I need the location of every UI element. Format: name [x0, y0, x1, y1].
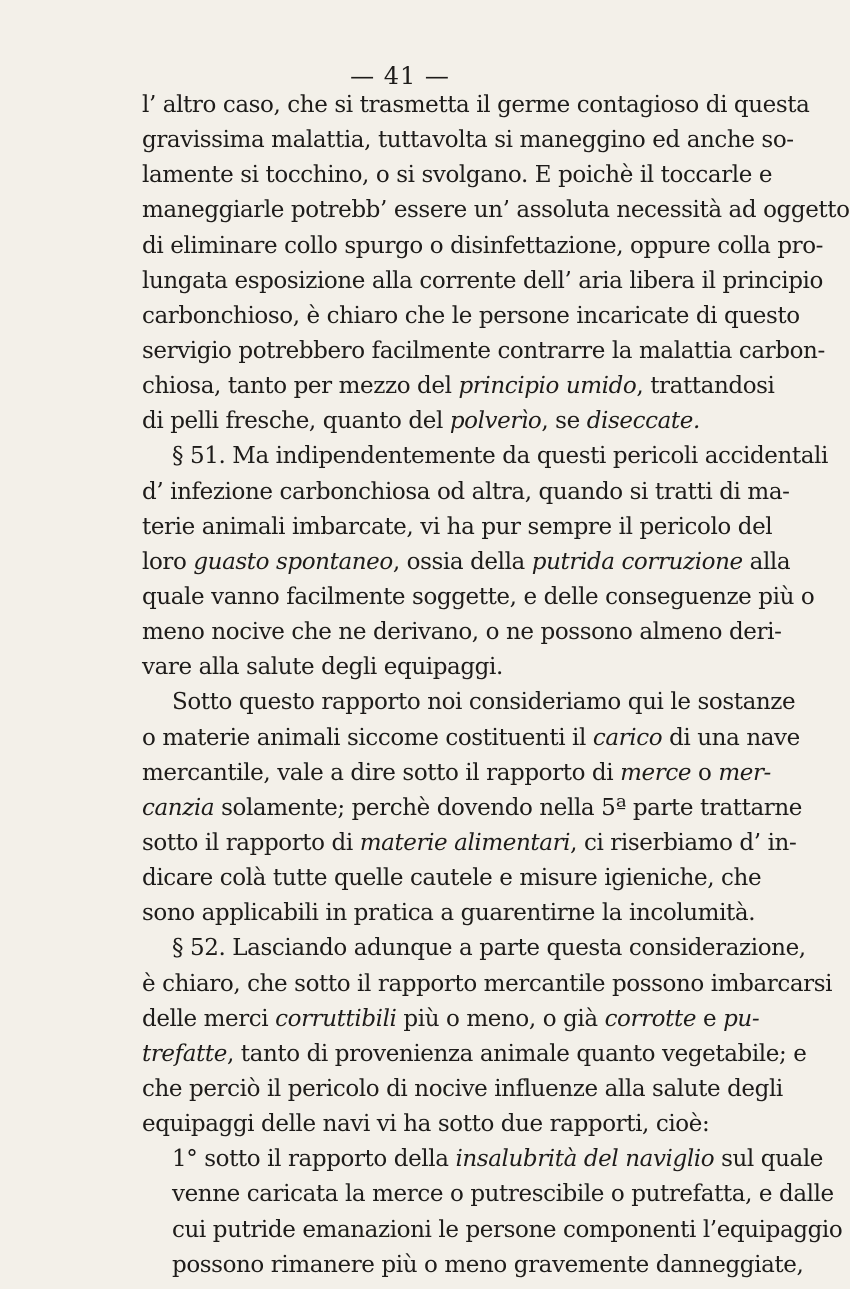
text-segment: di una nave [662, 724, 800, 751]
text-segment: cui putride emanazioni le persone componenti l’equipaggio [172, 1216, 843, 1243]
text-line [142, 334, 825, 369]
text-line [142, 931, 806, 966]
page-number: — 41 — [350, 62, 450, 90]
text-line [142, 896, 756, 931]
text-segment: è chiaro, che sotto il rapporto mercantile possono imbarcarsi [142, 970, 833, 997]
text-segment: terie animali imbarcate, vi ha pur sempre il pericolo del [142, 513, 773, 540]
text-line [142, 229, 824, 264]
text-segment: equipaggi delle navi vi ha sotto due rapporti, cioè: [142, 1111, 710, 1138]
text-line [142, 299, 800, 334]
text-segment: o materie animali siccome costituenti il [142, 724, 593, 751]
text-segment: loro [142, 548, 194, 575]
text-line [142, 369, 775, 404]
italic-segment: diseccate. [586, 408, 700, 435]
text-segment: meno nocive che ne derivano, o ne possono almeno deri- [142, 619, 782, 646]
text-line [142, 404, 732, 439]
italic-segment: guasto spontaneo [193, 548, 393, 575]
text-segment: e [696, 1005, 724, 1032]
text-segment: § 52. Lasciando adunque a parte questa considerazione, [172, 935, 806, 962]
text-segment: carbonchioso, è chiaro che le persone incaricate di questo [142, 302, 800, 329]
text-segment: sono applicabili in pratica a guarentirne la incolumità. [142, 900, 756, 927]
text-line [142, 1177, 834, 1212]
text-line [142, 685, 796, 720]
text-segment: dicare colà tutte quelle cautele e misure igieniche, che [142, 865, 762, 892]
text-line [142, 158, 773, 193]
italic-segment: canzia [142, 794, 215, 821]
text-line [142, 88, 810, 123]
text-segment: chiosa, tanto per mezzo del [142, 373, 459, 400]
text-line [142, 123, 794, 158]
text-line [142, 1248, 804, 1283]
text-line [142, 1213, 843, 1248]
text-line [142, 264, 823, 299]
italic-segment: corruttibili [275, 1005, 397, 1032]
text-segment: sul quale [714, 1146, 824, 1173]
italic-segment: polverìo [449, 408, 542, 435]
text-segment: l’ altro caso, che si trasmetta il germe contagioso di questa [142, 92, 810, 118]
text-line [142, 967, 833, 1002]
text-line [142, 861, 762, 896]
text-line [142, 756, 771, 791]
italic-segment: corrotte [604, 1005, 697, 1032]
text-segment: , tanto di provenienza animale quanto vegetabile; e [226, 1040, 807, 1067]
text-body [142, 88, 850, 1283]
text-segment: più o meno, o già [396, 1005, 605, 1032]
italic-segment: pu- [723, 1005, 760, 1032]
text-line [142, 1142, 824, 1177]
text-segment: delle merci [142, 1005, 276, 1032]
text-segment: 1° sotto il rapporto della [172, 1146, 456, 1173]
text-segment: , ossia della [392, 548, 532, 575]
text-segment: alla [742, 548, 791, 575]
text-line [142, 615, 782, 650]
text-segment: Sotto questo rapporto noi consideriamo qui le sostanze [172, 689, 796, 716]
text-line [142, 1072, 783, 1107]
italic-segment: putrida corruzione [531, 548, 743, 575]
text-line [142, 826, 797, 861]
text-line [142, 439, 828, 474]
text-segment: venne caricata la merce o putrescibile o putrefatta, e dalle [172, 1181, 834, 1208]
text-line [142, 580, 815, 615]
text-segment: , se [541, 408, 587, 435]
text-segment: lamente si tocchino, o si svolgano. E poichè il toccarle e [142, 162, 773, 189]
text-segment: gravissima malattia, tuttavolta si maneggino ed anche so- [142, 127, 794, 154]
italic-segment: insalubrità del naviglio [455, 1146, 715, 1173]
italic-segment: carico [592, 724, 663, 751]
text-line [142, 721, 800, 756]
text-segment: possono rimanere più o meno gravemente danneggiate, [172, 1251, 804, 1278]
text-segment: d’ infezione carbonchiosa od altra, quando si tratti di ma- [142, 478, 790, 505]
italic-segment: trefatte [142, 1040, 227, 1067]
italic-segment: mer- [718, 759, 771, 786]
text-line [142, 193, 850, 228]
text-segment: o [691, 759, 719, 786]
italic-segment: principio umido [458, 373, 637, 400]
text-segment: servigio potrebbero facilmente contrarre la malattia carbon- [142, 337, 825, 364]
text-segment: maneggiarle potrebb’ essere un’ assoluta necessità ad oggetto [142, 197, 850, 224]
text-line [142, 1107, 732, 1142]
text-segment: solamente; perchè dovendo nella 5ª parte trattarne [214, 794, 802, 821]
text-line [142, 1002, 760, 1037]
text-segment: § 51. Ma indipendentemente da questi pericoli accidentali [172, 443, 828, 470]
text-segment: , trattandosi [636, 373, 775, 400]
text-segment: , ci riserbiamo d’ in- [570, 829, 797, 856]
text-line [142, 650, 732, 685]
text-line [142, 791, 802, 826]
text-segment: lungata esposizione alla corrente dell’ aria libera il principio [142, 267, 823, 294]
italic-segment: merce [620, 759, 692, 786]
text-segment: di eliminare collo spurgo o disinfettazione, oppure colla pro- [142, 232, 824, 259]
text-line [142, 510, 773, 545]
italic-segment: materie alimentari [359, 829, 571, 856]
text-line [142, 545, 791, 580]
text-segment: mercantile, vale a dire sotto il rapporto di [142, 759, 621, 786]
text-segment: vare alla salute degli equipaggi. [142, 654, 503, 681]
text-line [142, 475, 790, 510]
text-line [142, 1037, 807, 1072]
text-segment: di pelli fresche, quanto del [142, 408, 450, 435]
text-segment: sotto il rapporto di [142, 829, 360, 856]
text-segment: quale vanno facilmente soggette, e delle conseguenze più o [142, 583, 815, 610]
text-segment: che perciò il pericolo di nocive influenze alla salute degli [142, 1075, 783, 1102]
